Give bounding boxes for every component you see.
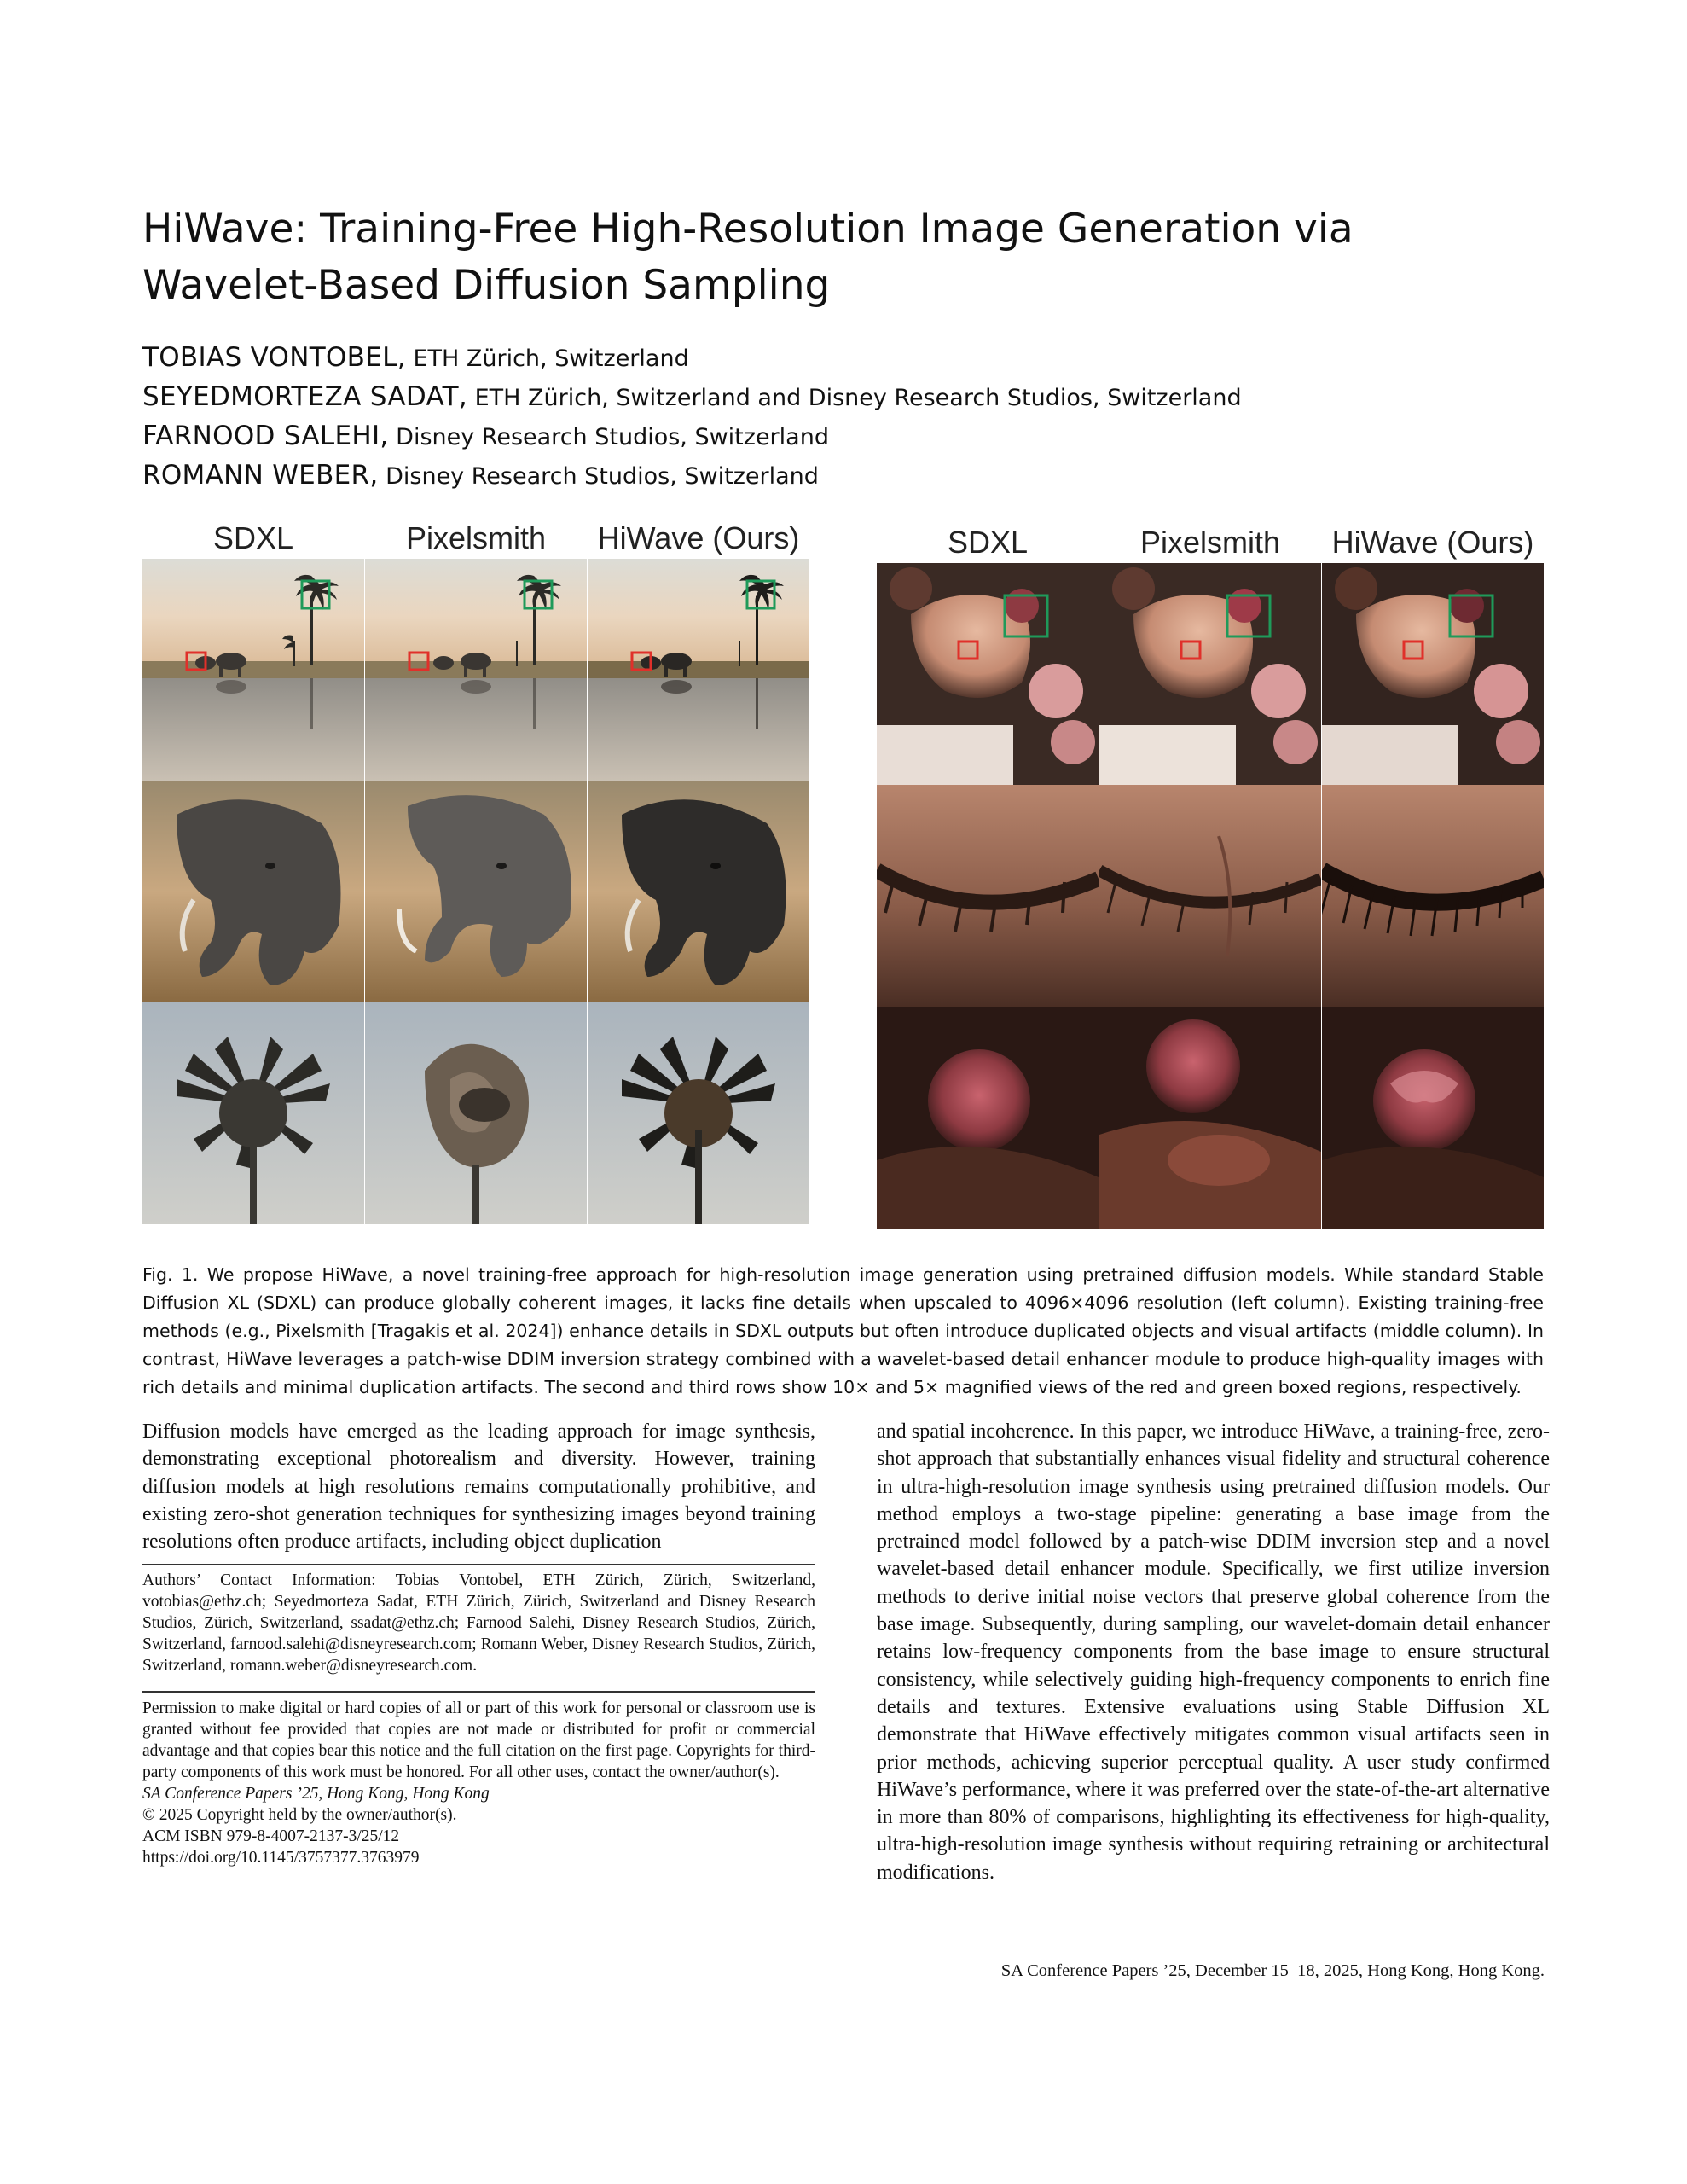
eyelash-closeup-sdxl (877, 785, 1099, 1007)
eyelash-closeup-pixelsmith (1099, 785, 1321, 1007)
contact-info: Authors’ Contact Information: Tobias Vontobel, ETH Zürich, Zürich, Switzerland, votobias@ethz.ch; Seyedmorteza Sadat, ETH Zürich, Zürich, Switzerland and Disney Research Studios, Zürich, Switzerland, ssadat@ethz.ch; Farnood Salehi, Disney Research Studios, Zürich, Switzerland, farnood.salehi@disneyresearch.com; Romann Weber, Disney Research Studios, Zürich, Switzerland, romann.weber@disneyresearch.com. (142, 1571, 815, 1675)
rose-closeup-sdxl (877, 1007, 1099, 1228)
isbn-line: ACM ISBN 979-8-4007-2137-3/25/12 (142, 1827, 400, 1845)
permission-rule (142, 1691, 815, 1693)
woman-scene-hiwave (1322, 563, 1544, 785)
footnote-rule (142, 1564, 815, 1565)
intro-right-column (877, 1418, 1550, 1886)
right-label-hiwave: HiWave (Ours) (1331, 525, 1534, 560)
author-affiliation: Disney Research Studios, Switzerland (378, 463, 819, 490)
left-label-pixelsmith: Pixelsmith (405, 520, 547, 555)
doi-link[interactable]: https://doi.org/10.1145/3757377.3763979 (142, 1849, 420, 1867)
intro-left-column (142, 1418, 815, 1555)
figure-caption: Fig. 1. We propose HiWave, a novel training-free approach for high-resolution image generation using pretrained diffusion models. While standard Stable Diffusion XL (SDXL) can produce globally coherent images, it lacks fine details when upscaled to 4096×4096 resolution (left column). Existing training-free methods (e.g., Pixelsmith [Tragakis et al. 2024]) enhance details in SDXL outputs but often introduce duplicated objects and visual artifacts (middle column). In contrast, HiWave leverages a patch-wise DDIM inversion strategy combined with a wavelet-based detail enhancer module to produce high-quality images with rich details and minimal duplication artifacts. The second and third rows show 10× and 5× magnified views of the red and green boxed regions, respectively. (142, 1264, 1544, 1397)
right-label-sdxl: SDXL (947, 525, 1029, 560)
left-label-sdxl: SDXL (212, 520, 294, 555)
rose-closeup-pixelsmith (1099, 1007, 1321, 1228)
woman-scene-pixelsmith (1099, 563, 1321, 785)
author-affiliation: Disney Research Studios, Switzerland (388, 424, 829, 450)
author-line (142, 416, 1592, 456)
palm-closeup-sdxl (142, 1002, 364, 1224)
copyright-line: © 2025 Copyright held by the owner/author(s). (142, 1806, 457, 1824)
permission-text: Permission to make digital or hard copies of all or part of this work for personal or classroom use is granted without fee provided that copies are not made or distributed for profit or commercial advantage and that copies bear this notice and the full citation on the first page. Copyrights for third-party components of this work must be honored. For all other uses, contact the owner/author(s). (142, 1699, 815, 1781)
author-name: SEYEDMORTEZA SADAT, (142, 381, 467, 412)
elephant-closeup-sdxl (142, 781, 364, 1002)
palm-closeup-hiwave (588, 1002, 809, 1224)
author-line (142, 456, 1592, 495)
woman-scene-sdxl (877, 563, 1099, 785)
elephant-closeup-hiwave (588, 781, 809, 1002)
rose-closeup-hiwave (1322, 1007, 1544, 1228)
author-name: FARNOOD SALEHI, (142, 421, 389, 451)
intro-paragraph-left: Diffusion models have emerged as the leading approach for image synthesis, demonstrating exceptional photorealism and diversity. However, training diffusion models at high resolutions remains computationally prohibitive, and existing zero-shot generation techniques for synthesizing images beyond training resolutions often produce artifacts, including object duplication (142, 1420, 815, 1554)
author-affiliation: ETH Zürich, Switzerland and Disney Research Studios, Switzerland (467, 385, 1242, 411)
left-label-hiwave: HiWave (Ours) (597, 520, 800, 555)
page-footer: SA Conference Papers ’25, December 15–18, 2025, Hong Kong, Hong Kong. (1000, 1961, 1545, 1980)
conference-venue: SA Conference Papers ’25, Hong Kong, Hong Kong (142, 1785, 490, 1803)
intro-paragraph-right: and spatial incoherence. In this paper, we introduce HiWave, a training-free, zero-shot approach that substantially enhances visual fidelity and structural coherence in ultra-high-resolution image synthesis using pretrained diffusion models. Our method employs a two-stage pipeline: generating a base image from the pretrained model followed by a patch-wise DDIM inversion step and a novel wavelet-based detail enhancer module. Specifically, we first utilize inversion methods to derive initial noise vectors that preserve global coherence from the base image. Subsequently, during sampling, our wavelet-domain detail enhancer retains low-frequency components from the base image to ensure structural consistency, while selectively guiding high-frequency components to enrich fine details and textures. Extensive evaluations using Stable Diffusion XL demonstrate that HiWave effectively mitigates common visual artifacts seen in prior methods, achieving superior perceptual quality. A user study confirmed HiWave’s performance, where it was preferred over the state-of-the-art alternative in more than 80% of comparisons, highlighting its effectiveness for high-quality, ultra-high-resolution image synthesis without requiring retraining or architectural modifications. (877, 1420, 1550, 1884)
right-label-pixelsmith: Pixelsmith (1139, 525, 1281, 560)
elephant-scene-hiwave (588, 559, 809, 781)
author-list (142, 338, 1592, 495)
author-line (142, 377, 1592, 416)
author-name: ROMANN WEBER, (142, 460, 379, 491)
elephant-scene-pixelsmith (365, 559, 587, 781)
permission-block (142, 1698, 815, 1868)
title-line-1: HiWave: Training-Free High-Resolution Image Generation via (142, 206, 1354, 253)
elephant-scene-sdxl (142, 559, 364, 781)
author-affiliation: ETH Zürich, Switzerland (405, 346, 689, 372)
paper-title (142, 201, 1558, 314)
palm-closeup-pixelsmith (365, 1002, 587, 1224)
elephant-closeup-pixelsmith (365, 781, 587, 1002)
eyelash-closeup-hiwave (1322, 785, 1544, 1007)
author-name: TOBIAS VONTOBEL, (142, 342, 406, 373)
author-line (142, 338, 1592, 377)
title-line-2: Wavelet-Based Diffusion Sampling (142, 262, 831, 309)
